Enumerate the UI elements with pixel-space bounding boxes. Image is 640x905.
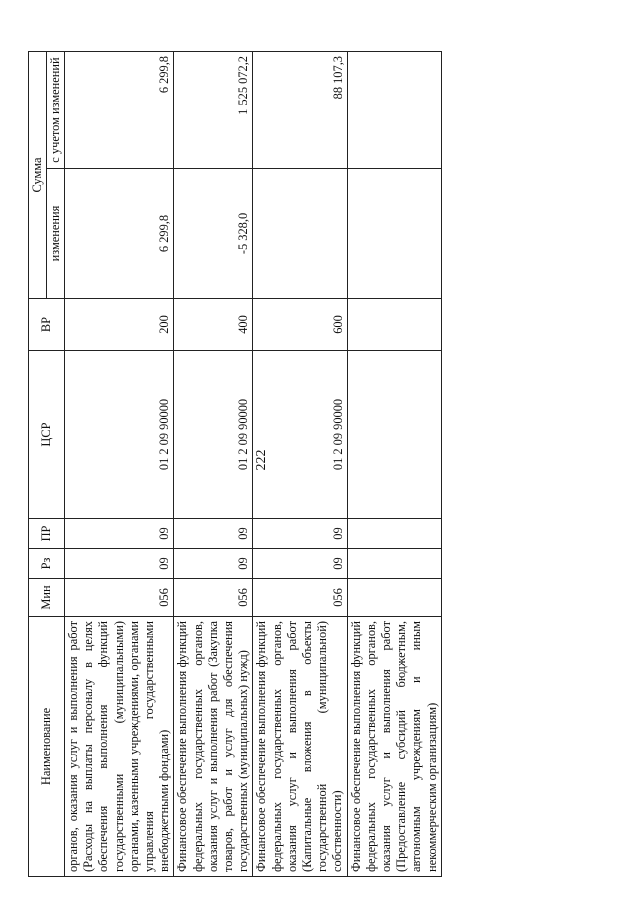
- row-name: органов, оказания услуг и выполнения работ (Расходы на выплаты персоналу в целях обеспечения выполнения функций государственными (муниципальными) органами, казенными учреждениями, органами управления государственными внебюджетными фондами): [65, 617, 174, 877]
- row-rz: 09: [253, 549, 347, 579]
- row-vr: [347, 299, 441, 351]
- col-header-changes: изменения: [47, 169, 65, 299]
- row-change: [347, 169, 441, 299]
- col-header-summa: Сумма: [29, 52, 47, 299]
- row-pr: [347, 519, 441, 549]
- row-min: 056: [174, 579, 253, 617]
- row-name: Финансовое обеспечение выполнения функций федеральных государственных органов, оказания услуг и выполнения работ (Закупка товаров, работ и услуг для обеспечения государственных (муниципальных) нужд): [174, 617, 253, 877]
- col-header-vr: ВР: [29, 299, 65, 351]
- row-csr: 01 2 09 90000: [174, 351, 253, 519]
- row-rz: 09: [174, 549, 253, 579]
- row-min: 056: [253, 579, 347, 617]
- row-change: -5 328,0: [174, 169, 253, 299]
- row-min: [347, 579, 441, 617]
- row-name: Финансовое обеспечение выполнения функций федеральных государственных органов, оказания услуг и выполнения работ (Капитальные вложения в объекты государственной (муниципальной) собственности): [253, 617, 347, 877]
- table-row: [174, 52, 253, 877]
- row-name: Финансовое обеспечение выполнения функций федеральных государственных органов, оказания услуг и выполнения работ (Предоставление субсидий бюджетным, автономным учреждениям и иным некоммерческим организациям): [347, 617, 441, 877]
- row-total: 1 525 072,2: [174, 52, 253, 169]
- row-rz: [347, 549, 441, 579]
- row-csr: [347, 351, 441, 519]
- table-row: [347, 52, 441, 877]
- budget-table: [28, 51, 442, 877]
- row-vr: 200: [65, 299, 174, 351]
- col-header-pr: ПР: [29, 519, 65, 549]
- row-min: 056: [65, 579, 174, 617]
- table-row: [65, 52, 174, 877]
- row-pr: 09: [65, 519, 174, 549]
- row-vr: 600: [253, 299, 347, 351]
- row-total: [347, 52, 441, 169]
- header-row-1: [29, 52, 47, 877]
- row-total: 6 299,8: [65, 52, 174, 169]
- col-header-csr: ЦСР: [29, 351, 65, 519]
- col-header-min: Мин: [29, 579, 65, 617]
- col-header-name: Наименование: [29, 617, 65, 877]
- page-number: 222: [254, 449, 269, 471]
- row-total: 88 107,3: [253, 52, 347, 169]
- row-change: [253, 169, 347, 299]
- row-pr: 09: [174, 519, 253, 549]
- row-vr: 400: [174, 299, 253, 351]
- budget-table-rotated: [28, 52, 568, 877]
- row-csr: 01 2 09 90000: [65, 351, 174, 519]
- col-header-rz: Рз: [29, 549, 65, 579]
- col-header-with-changes: с учетом изменений: [47, 52, 65, 169]
- row-pr: 09: [253, 519, 347, 549]
- row-rz: 09: [65, 549, 174, 579]
- table-row: [253, 52, 347, 877]
- row-change: 6 299,8: [65, 169, 174, 299]
- row-csr: 01 2 09 90000: [253, 351, 347, 519]
